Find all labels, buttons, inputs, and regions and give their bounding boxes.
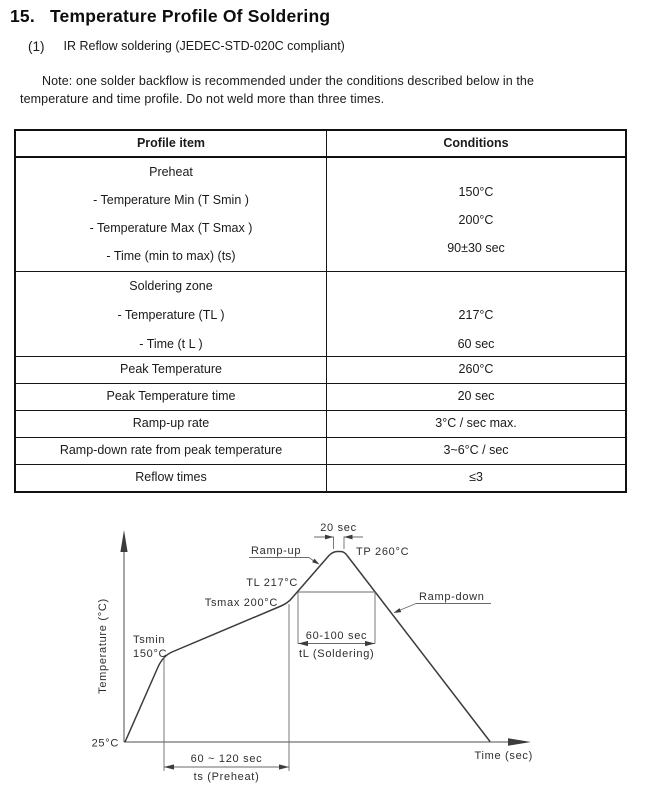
preheat-temp-min-value: 150°C <box>458 185 494 199</box>
x-axis-title: Time (sec) <box>474 750 533 762</box>
x-axis-arrow-icon <box>508 738 531 746</box>
preheat-time-label: 60 ~ 120 sec <box>190 753 263 765</box>
reflow-times-value: ≤3 <box>469 470 483 484</box>
subsection-number: (1) <box>28 39 45 54</box>
column-header-profile-item: Profile item <box>16 131 327 156</box>
soldering-time-label: - Time (t L ) <box>139 337 203 351</box>
start-temp-label: 25°C <box>91 737 119 750</box>
ramp-down-rate-value: 3~6°C / sec <box>443 443 509 457</box>
table-row-ramp-down-rate <box>16 438 625 465</box>
peak-time-dimension <box>314 522 363 549</box>
preheat-temp-min-label: - Temperature Min (T Smin ) <box>93 193 249 207</box>
preheat-temp-max-value: 200°C <box>458 213 494 227</box>
y-axis-title: Temperature (°C) <box>97 598 109 694</box>
ramp-up-label: Ramp-up <box>251 545 302 557</box>
ramp-down-callout <box>394 591 492 613</box>
preheat-dimension <box>164 604 289 783</box>
table-row-soldering-zone <box>16 272 625 357</box>
soldering-time-label: 60-100 sec <box>305 630 368 642</box>
peak-temp-label: TP 260°C <box>356 546 410 558</box>
soldering-dimension <box>298 592 375 660</box>
tsmin-label-line2: 150°C <box>133 648 168 660</box>
ramp-up-rate-label: Ramp-up rate <box>16 411 327 437</box>
subsection-line <box>28 39 345 54</box>
table-row-peak-temperature-time <box>16 384 625 411</box>
tsmax-label: Tsmax 200°C <box>204 597 278 609</box>
ramp-up-rate-value: 3°C / sec max. <box>435 416 517 430</box>
preheat-time-label: - Time (min to max) (ts) <box>106 249 236 263</box>
section-number: 15. <box>10 6 35 26</box>
section-title: Temperature Profile Of Soldering <box>49 6 331 26</box>
dim-arrow-left-icon <box>344 535 353 540</box>
peak-temperature-time-label: Peak Temperature time <box>16 384 327 410</box>
x-axis <box>124 738 531 746</box>
conditions-cell <box>327 158 625 271</box>
subsection-label: IR Reflow soldering (JEDEC-STD-020C compliant) <box>63 39 345 53</box>
reflow-times-label: Reflow times <box>16 465 327 491</box>
note-line-2: temperature and time profile. Do not weld more than three times. <box>20 92 385 106</box>
peak-temperature-time-value: 20 sec <box>457 389 495 403</box>
ramp-down-rate-label: Ramp-down rate from peak temperature <box>16 438 327 464</box>
leader-arrow-icon <box>394 608 402 613</box>
table-row-peak-temperature <box>16 357 625 384</box>
preheat-label: Preheat <box>149 165 193 179</box>
conditions-cell <box>327 272 625 359</box>
preheat-time-value: 90±30 sec <box>447 241 505 255</box>
preheat-zone-label: ts (Preheat) <box>193 771 260 783</box>
profile-item-cell <box>16 158 327 271</box>
dim-arrow-right-icon <box>279 764 289 769</box>
leader-arrow-icon <box>312 559 319 565</box>
temperature-curve <box>125 552 490 743</box>
y-axis-arrow-icon <box>120 530 127 552</box>
dim-arrow-right-icon <box>325 535 334 540</box>
reflow-profile-diagram <box>0 500 654 785</box>
dim-arrow-left-icon <box>164 764 174 769</box>
tsmin-label-line1: Tsmin <box>133 634 166 646</box>
liquidus-temp-label: TL 217°C <box>246 577 298 589</box>
peak-temperature-value: 260°C <box>458 362 494 376</box>
table-row-reflow-times <box>16 465 625 491</box>
table-header-row <box>16 131 625 158</box>
page-title <box>10 6 330 27</box>
table-row-ramp-up-rate <box>16 411 625 438</box>
soldering-time-value: 60 sec <box>457 337 495 351</box>
note-paragraph <box>20 72 626 108</box>
column-header-conditions: Conditions <box>443 136 509 150</box>
soldering-zone-label: Soldering zone <box>129 279 213 293</box>
y-axis <box>120 530 127 742</box>
soldering-temp-label: - Temperature (TL ) <box>117 308 225 322</box>
soldering-temp-value: 217°C <box>458 308 494 322</box>
note-line-1: Note: one solder backflow is recommended under the conditions described below in the <box>42 74 535 88</box>
table-row-preheat <box>16 158 625 272</box>
profile-item-cell <box>16 272 327 359</box>
preheat-temp-max-label: - Temperature Max (T Smax ) <box>89 221 253 235</box>
peak-hold-time-label: 20 sec <box>320 522 357 534</box>
soldering-zone-label: tL (Soldering) <box>299 648 375 660</box>
peak-temperature-label: Peak Temperature <box>16 357 327 383</box>
profile-table <box>14 129 627 493</box>
ramp-up-callout <box>249 545 320 565</box>
ramp-down-label: Ramp-down <box>419 591 485 603</box>
